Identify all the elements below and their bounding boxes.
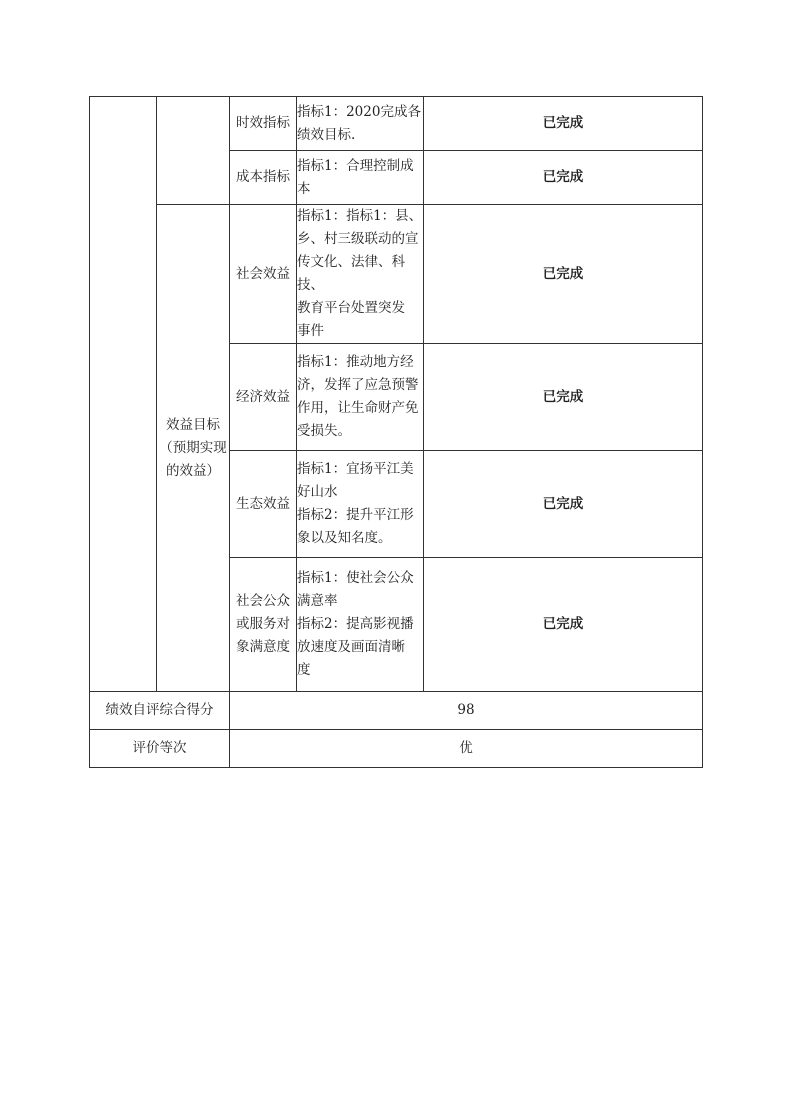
indicator-cell [297,558,424,692]
benefit-group-line: 效益目标 [166,416,220,433]
indicator-line: 济，发挥了应急预警 [297,377,419,393]
indicator-cell [297,151,424,205]
grade-label: 评价等次 [90,730,230,768]
status-cell: 已完成 [424,205,703,344]
indicator-line: 指标2：提高影视播 [297,616,414,632]
indicator-cell [297,451,424,558]
indicator-line: 指标1：使社会公众 [297,570,414,586]
indicator-line: 度 [297,662,311,678]
status-cell: 已完成 [424,97,703,151]
indicator-cell [297,97,424,151]
indicator-line: 象以及知名度。 [297,530,392,546]
category-line: 或服务对 [236,616,290,632]
score-value: 98 [230,692,703,730]
category-line: 社会公众 [236,593,290,609]
indicator-line: 本 [297,180,311,197]
status-cell: 已完成 [424,344,703,451]
indicator-line: 教育平台处置突发 [297,300,405,316]
indicator-line: 指标1：推动地方经 [297,354,414,370]
category-cell: 成本指标 [230,151,297,205]
indicator-line: 作用，让生命财产免 [297,400,419,416]
indicator-line: 指标1：宜扬平江美 [297,461,414,477]
performance-table [89,96,703,768]
indicator-line: 指标1：2020完成各 [297,103,421,120]
indicator-line: 指标1：合理控制成 [297,157,414,174]
indicator-line: 传文化、法律、科技、 [297,254,405,293]
category-line: 象满意度 [236,639,290,655]
indicator-line: 指标1：指标1：县、 [297,208,423,224]
status-cell: 已完成 [424,558,703,692]
category-cell [230,558,297,692]
grade-value: 优 [230,730,703,768]
indicator-line: 好山水 [297,484,338,500]
indicator-line: 事件 [297,323,324,339]
score-row [90,692,703,730]
outer-blank-cell [90,97,157,692]
indicator-line: 指标2：提升平江形 [297,507,414,523]
indicator-cell [297,344,424,451]
status-cell: 已完成 [424,151,703,205]
category-cell: 经济效益 [230,344,297,451]
benefit-group-line: 的效益） [166,462,220,479]
grade-row [90,730,703,768]
indicator-cell [297,205,424,344]
benefit-group-cell [157,205,230,692]
category-cell: 时效指标 [230,97,297,151]
indicator-line: 放速度及画面清晰 [297,639,405,655]
table-row [90,205,703,344]
indicator-line: 受损失。 [297,423,351,439]
output-blank-cell [157,97,230,205]
category-cell: 社会效益 [230,205,297,344]
indicator-line: 满意率 [297,593,338,609]
table-row [90,97,703,151]
indicator-line: 乡、村三级联动的宣 [297,231,419,247]
benefit-group-line: （预期实现 [159,439,227,456]
status-cell: 已完成 [424,451,703,558]
score-label: 绩效自评综合得分 [90,692,230,730]
indicator-line: 绩效目标. [297,126,356,143]
category-cell: 生态效益 [230,451,297,558]
